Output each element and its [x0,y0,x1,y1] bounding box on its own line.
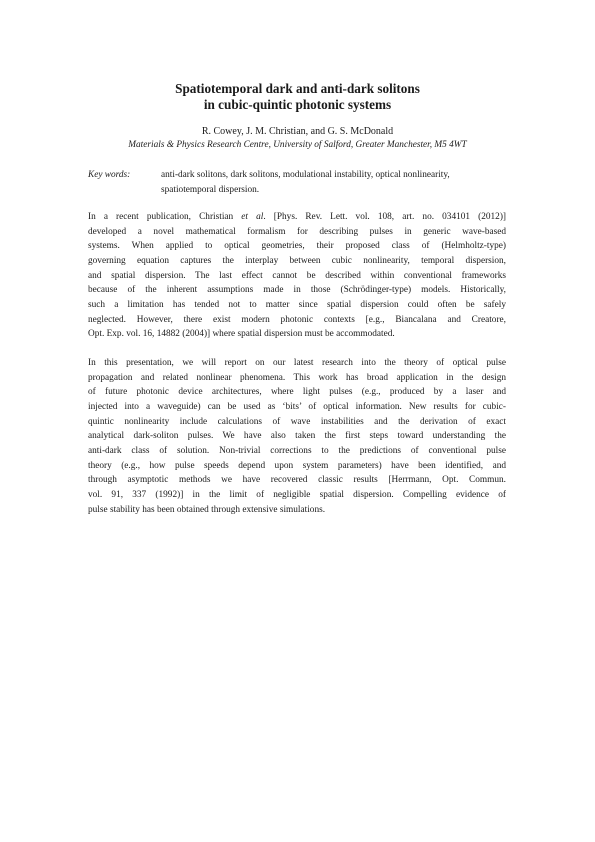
paragraph-2-line: pulse stability has been obtained through extensive simulations. [88,504,326,515]
paper-title-line-2: in cubic-quintic photonic systems [203,97,392,112]
paper-title-line-1: Spatiotemporal dark and anti-dark solitons [175,81,420,96]
paragraph-1-line: neglected. However, there exist modern photonic contexts [e.g., Biancalana and Creatore, [88,314,506,325]
keywords-line-2: spatiotemporal dispersion. [161,184,260,195]
paragraph-1-line: governing equation captures the interplay between cubic nonlinearity, temporal dispersion, [88,255,506,266]
paragraph-1-line: and spatial dispersion. The last effect cannot be described within conventional frameworks [88,270,506,281]
affiliation: Materials & Physics Research Centre, University of Salford, Greater Manchester, M5 4WT [128,140,467,150]
paragraph-2-line: In this presentation, we will report on our latest research into the theory of optical pulse [88,358,506,368]
paragraph-2-line: analytical dark-soliton pulses. We have also taken the first steps toward understanding the [88,431,506,442]
paragraph-1-line-1 [88,210,506,225]
keywords-list [161,168,511,197]
paragraph-2-line: theory (e.g., how pulse speeds depend upon system parameters) have been identified, and [88,460,506,471]
paragraph-1-line-1-start: In a recent publication, Christian [88,212,242,222]
et-al-italic: et al [241,212,264,222]
paragraph-1-line: such a limitation has tended not to matter since spatial dispersion could often be safely [88,299,506,310]
paragraph-2-line: injected into a waveguide) can be used as ‘bits’ of optical information. New results for cubic- [88,401,506,412]
keywords-label-text: Key words [88,170,128,180]
abstract-paragraph-2 [88,356,506,517]
paragraph-2-line: through asymptotic methods we have recovered classic results [Herrmann, Opt. Commun. [88,475,506,486]
abstract-paragraph-1 [88,210,506,342]
paragraph-1-line-1-end: . [Phys. Rev. Lett. vol. 108, art. no. 034101 (2012)] [263,212,507,222]
paragraph-2-line: anti-dark class of solution. Non-trivial corrections to the predictions of conventional pulse [88,445,506,456]
paragraph-1-line: Opt. Exp. vol. 16, 14882 (2004)] where spatial dispersion must be accommodated. [88,329,395,340]
keywords-line-1: anti-dark solitons, dark solitons, modulational instability, optical nonlinearity, [161,170,450,180]
paragraph-1-line: because of the inherent assumptions made in those (Schrödinger-type) models. Historically, [88,285,506,296]
paragraph-2-line: propagation and related nonlinear phenomena. This work has broad application in the design [88,372,506,383]
keywords-colon: : [127,170,131,180]
paragraph-1-line: systems. When applied to optical geometries, their proposed class of (Helmholtz-type) [88,241,506,252]
keywords-label [88,168,130,183]
paragraph-1-line: developed a novel mathematical formalism for describing pulses in generic wave-based [88,226,506,237]
paragraph-2-line: vol. 91, 337 (1992)] in the limit of negligible spatial dispersion. Compelling evidence of [88,489,506,500]
authors: R. Cowey, J. M. Christian, and G. S. McDonald [201,126,394,137]
paragraph-2-line: quintic nonlinearity include calculations of wave instabilities and the derivation of exact [88,416,506,427]
paragraph-2-line: of future photonic device architectures, where light pulses (e.g., produced by a laser and [88,387,506,398]
